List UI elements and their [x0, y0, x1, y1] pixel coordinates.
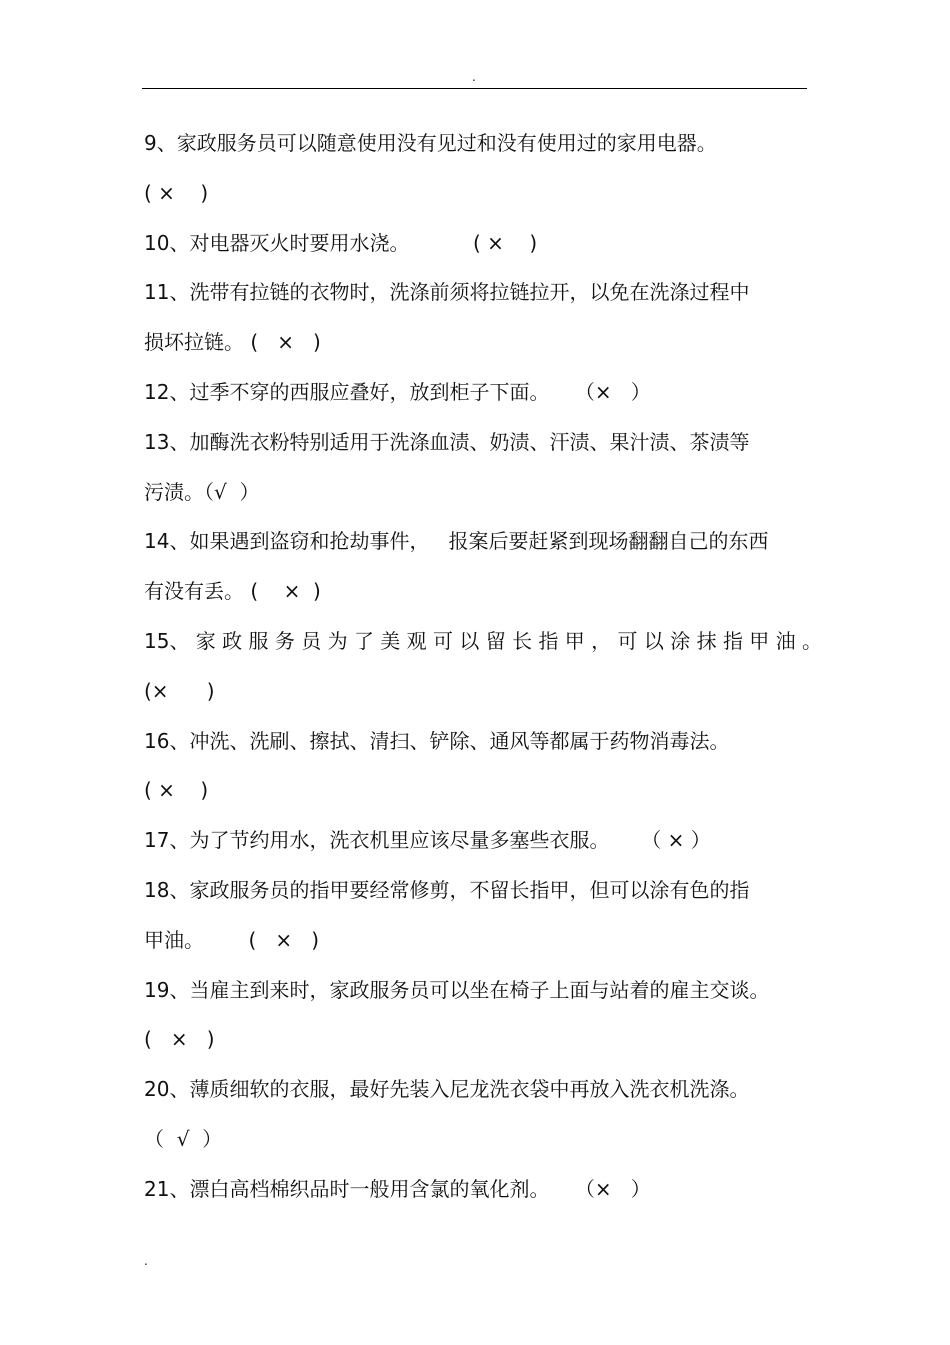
question-13-text: 13、加酶洗衣粉特别适用于洗涤血渍、奶渍、汗渍、果汁渍、茶渍等: [144, 429, 750, 454]
question-11-answer: 损坏拉链。 ( × ): [144, 330, 321, 355]
question-17: 17、为了节约用水，洗衣机里应该尽量多塞些衣服。 （ × ）: [144, 828, 711, 853]
question-16-text: 16、冲洗、洗刷、擦拭、清扫、铲除、通风等都属于药物消毒法。: [144, 728, 730, 753]
question-list: [144, 124, 823, 1220]
question-14-answer: 有没有丢。 ( × ): [144, 579, 321, 604]
question-15-answer: (× ): [144, 678, 215, 703]
header-mark: .: [472, 70, 476, 84]
question-19-answer: ( × ): [144, 1027, 215, 1052]
question-18-text: 18、家政服务员的指甲要经常修剪，不留长指甲，但可以涂有色的指: [144, 877, 750, 902]
question-21: 21、漂白高档棉织品时一般用含氯的氧化剂。 （× ）: [144, 1176, 651, 1201]
question-19-text: 19、当雇主到来时，家政服务员可以坐在椅子上面与站着的雇主交谈。: [144, 977, 770, 1002]
question-16-answer: ( × ): [144, 778, 209, 803]
question-18-answer: 甲油。 ( × ): [144, 927, 320, 952]
footer-mark: .: [144, 1254, 148, 1268]
question-11-text: 11、洗带有拉链的衣物时，洗涤前须将拉链拉开，以免在洗涤过程中: [144, 280, 750, 305]
question-13-answer: 污渍。（√ ）: [144, 479, 260, 504]
question-9-text: 9、家政服务员可以随意使用没有见过和没有使用过的家用电器。: [144, 131, 717, 155]
question-9-answer: ( × ): [144, 180, 209, 205]
question-12: 12、过季不穿的西服应叠好，放到柜子下面。 （× ）: [144, 379, 651, 404]
question-14-text: 14、如果遇到盗窃和抢劫事件， 报案后要赶紧到现场翻翻自己的东西: [144, 529, 769, 554]
question-20-answer: （ √ ）: [144, 1126, 223, 1151]
question-20-text: 20、薄质细软的衣服，最好先装入尼龙洗衣袋中再放入洗衣机洗涤。: [144, 1077, 750, 1102]
question-15-text: 15、 家 政 服 务 员 为 了 美 观 可 以 留 长 指 甲 ， 可 以 涂 抹 指 甲 油 。: [144, 628, 823, 653]
header-divider: [142, 88, 807, 89]
question-10: 10、对电器灭火时要用水浇。 ( × ): [144, 230, 538, 255]
